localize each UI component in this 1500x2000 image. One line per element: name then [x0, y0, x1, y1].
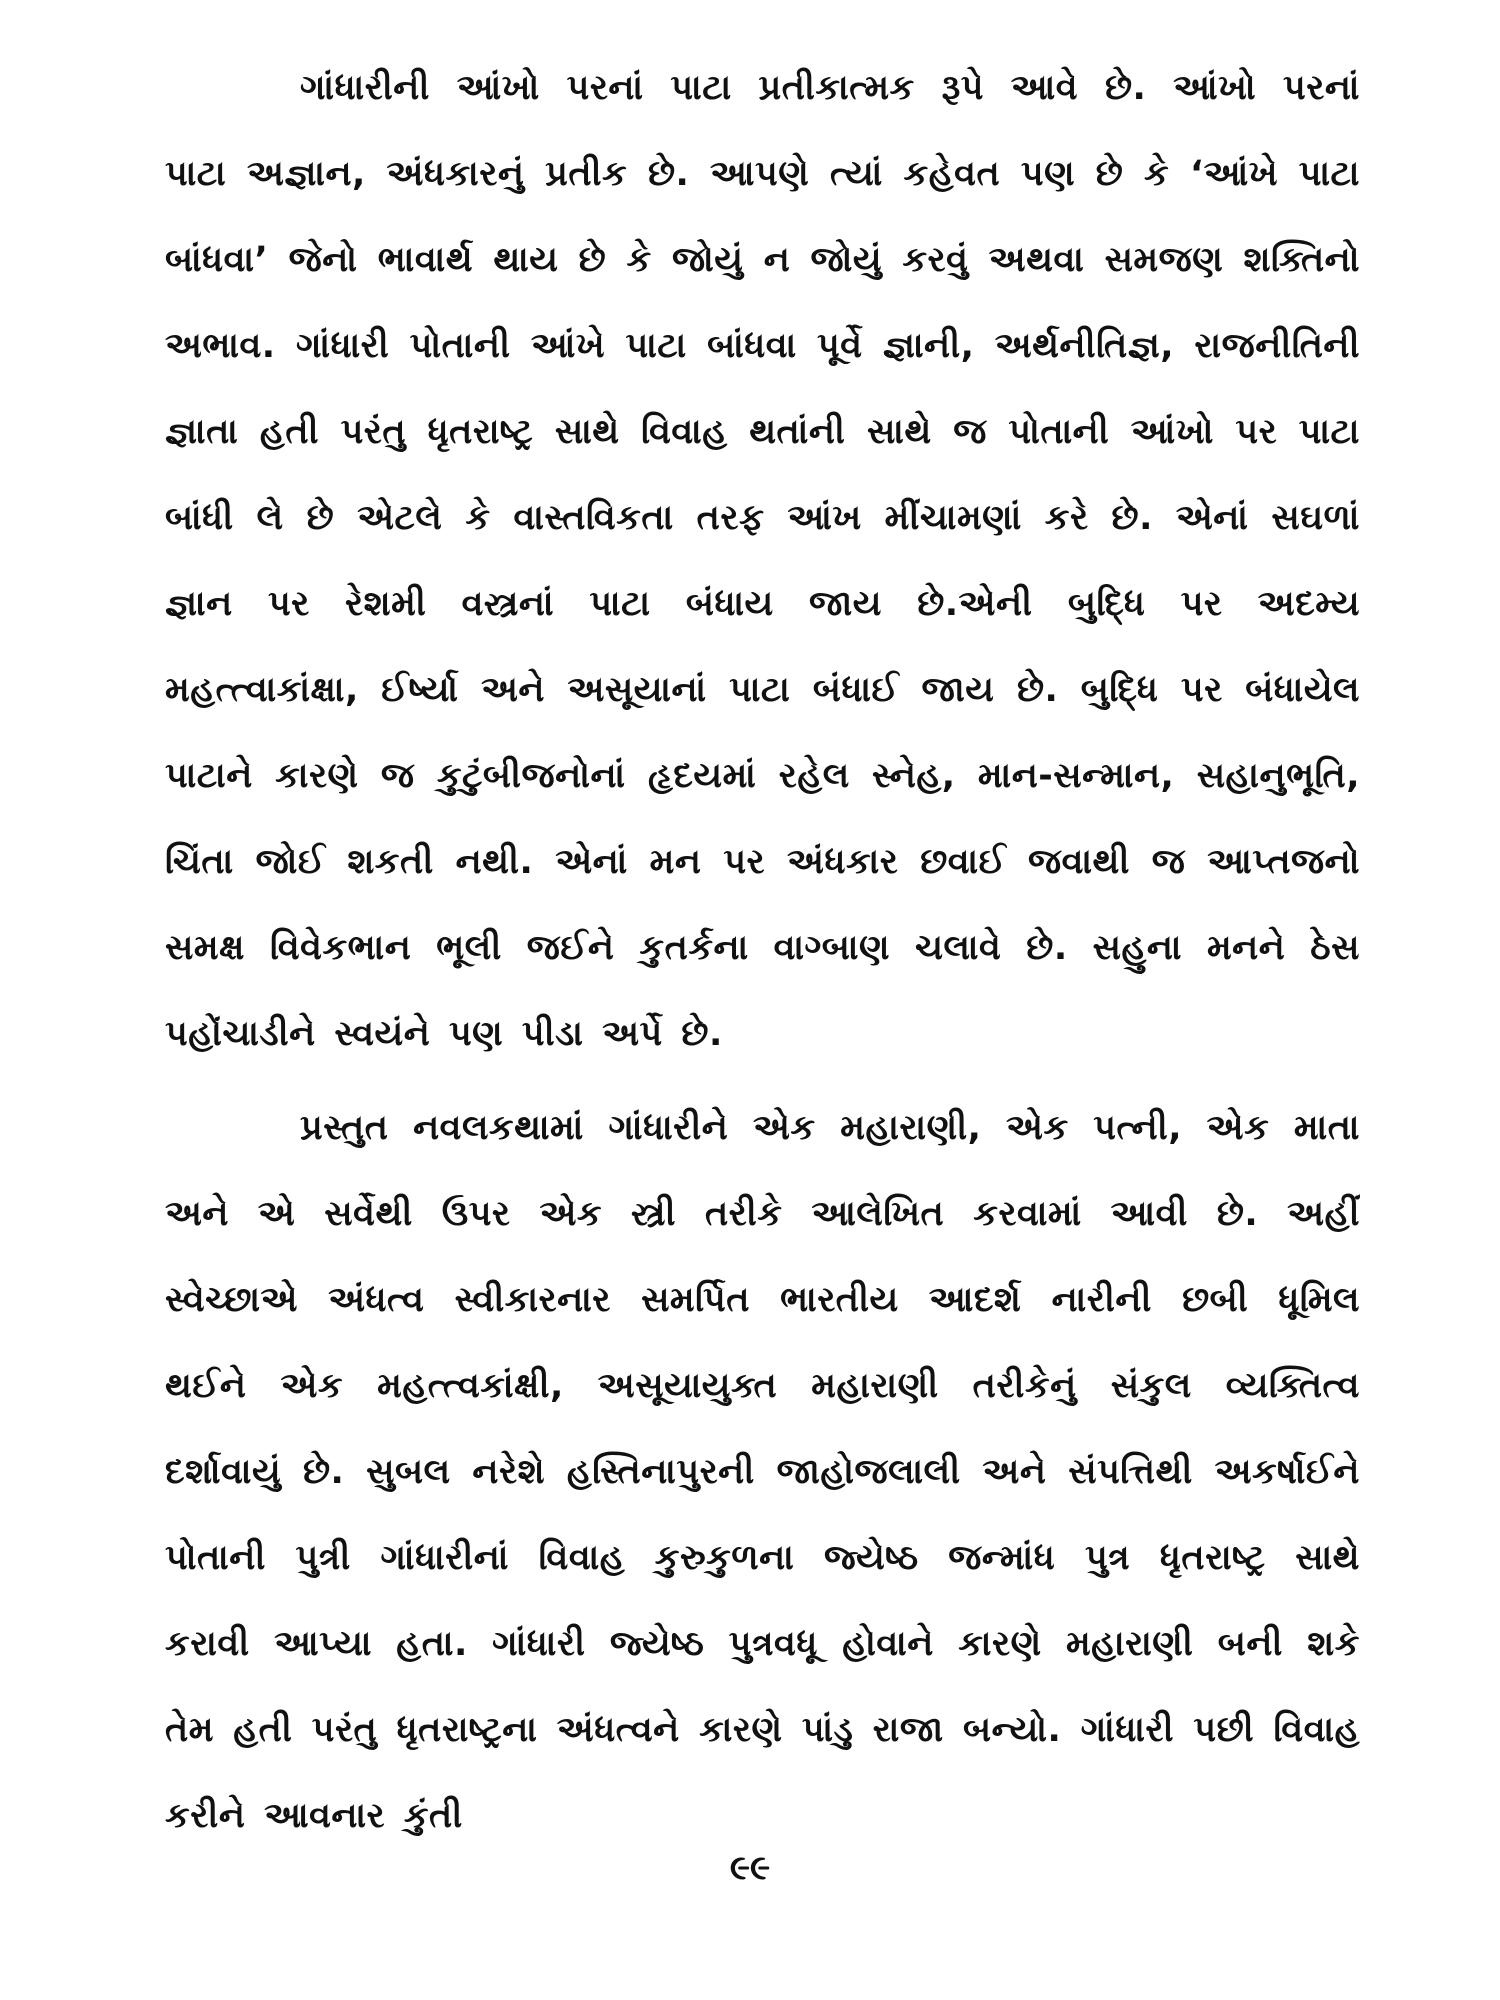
- page-body: [165, 45, 1360, 1859]
- page-number: ૯૯: [729, 1848, 771, 1888]
- paragraph-2: પ્રસ્તુત નવલકથામાં ગાંધારીને એક મહારાણી, એક પત્ની, એક માતા અને એ સર્વેથી ઉપર એક સ્ત્રી તરીકે આલેખિત કરવામાં આવી છે. અહીં સ્વેચ્છાએ અંધત્વ સ્વીકારનાર સમર્પિત ભારતીય આદર્શ નારીની છબી ધૂમિલ થઈને એક મહત્ત્વકાંક્ષી, અસૂયાયુક્ત મહારાણી તરીકેનું સંકુલ વ્યક્તિત્વ દર્શાવાયું છે. સુબલ નરેશે હસ્તિનાપુરની જાહોજલાલી અને સંપત્તિથી અકર્ષાઈને પોતાની પુત્રી ગાંધારીનાં વિવાહ કુરુકુળના જ્યેષ્ઠ જન્માંધ પુત્ર ધૃતરાષ્ટ્ર સાથે કરાવી આપ્યા હતા. ગાંધારી જ્યેષ્ઠ પુત્રવધૂ હોવાને કારણે મહારાણી બની શકે તેમ હતી પરંતુ ધૃતરાષ્ટ્રના અંધત્વને કારણે પાંડુ રાજા બન્યો. ગાંધારી પછી વિવાહ કરીને આવનાર કુંતી: [165, 1108, 1360, 1836]
- paragraph-1: ગાંધારીની આંખો પરનાં પાટા પ્રતીકાત્મક રૂપે આવે છે. આંખો પરનાં પાટા અજ્ઞાન, અંધકારનું પ્રતીક છે. આપણે ત્યાં કહેવત પણ છે કે ‘આંખે પાટા બાંધવા’ જેનો ભાવાર્થ થાય છે કે જોયું ન જોયું કરવું અથવા સમજણ શક્તિનો અભાવ. ગાંધારી પોતાની આંખે પાટા બાંધવા પૂર્વે જ્ઞાની, અર્થનીતિજ્ઞ, રાજનીતિની જ્ઞાતા હતી પરંતુ ધૃતરાષ્ટ્ર સાથે વિવાહ થતાંની સાથે જ પોતાની આંખો પર પાટા બાંધી લે છે એટલે કે વાસ્તવિકતા તરફ આંખ મીંચામણાં કરે છે. એનાં સઘળાં જ્ઞાન પર રેશમી વસ્ત્રનાં પાટા બંધાય જાય છે.એની બુદ્ધિ પર અદમ્ય મહત્ત્વાકાંક્ષા, ઈર્ષ્યા અને અસૂયાનાં પાટા બંધાઈ જાય છે. બુદ્ધિ પર બંધાયેલ પાટાને કારણે જ કુટુંબીજનોનાં હૃદયમાં રહેલ સ્નેહ, માન-સન્માન, સહાનુભૂતિ, ચિંતા જોઈ શકતી નથી. એનાં મન પર અંધકાર છવાઈ જવાથી જ આપ્તજનો સમક્ષ વિવેકભાન ભૂલી જઈને કુતર્કના વાગ્બાણ ચલાવે છે. સહુના મનને ઠેસ પહોંચાડીને સ્વયંને પણ પીડા અર્પે છે.: [165, 68, 1360, 1054]
